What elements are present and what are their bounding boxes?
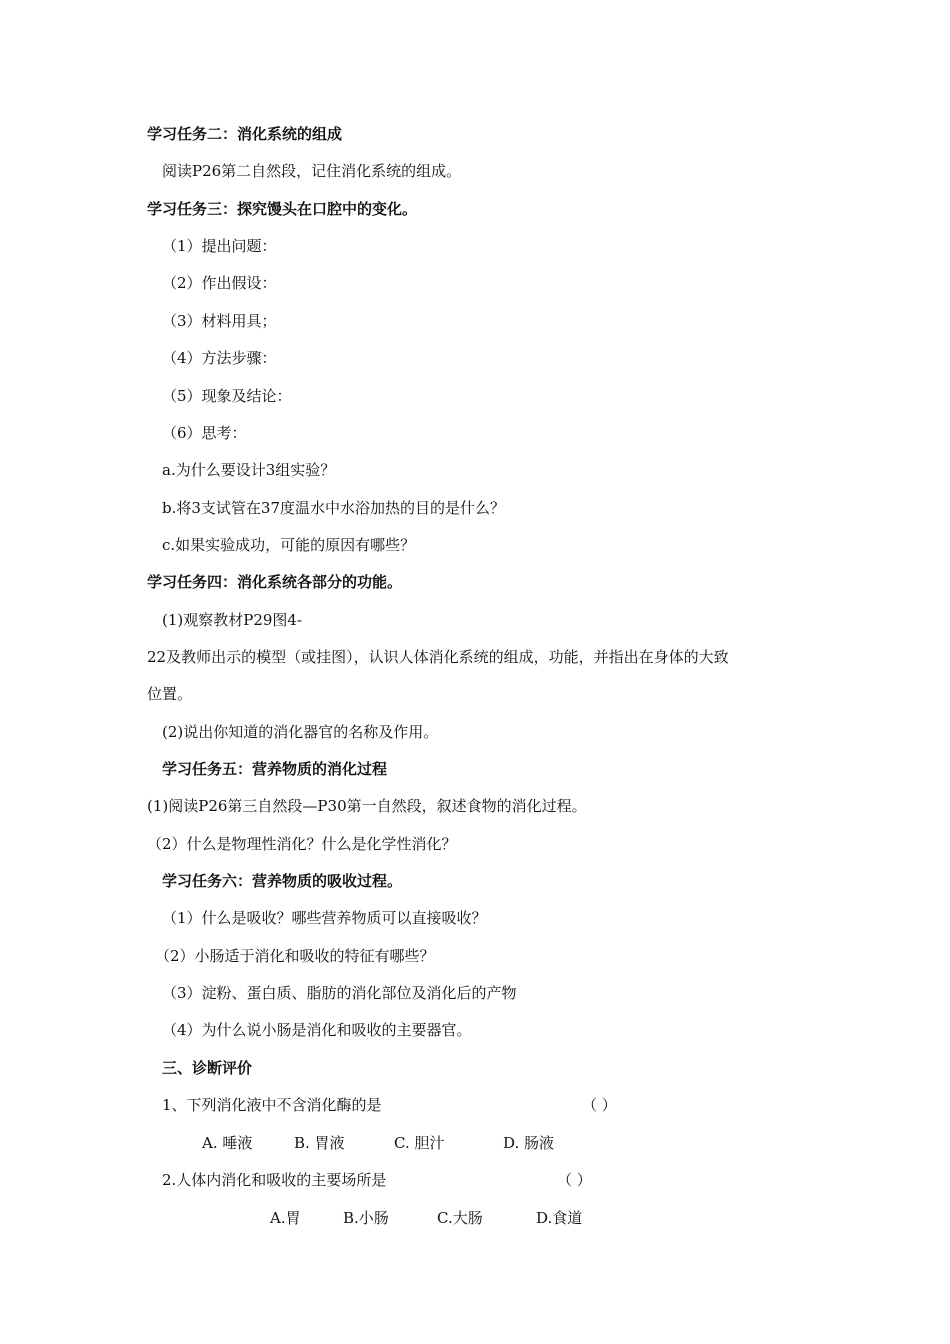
task3-step-4: （4）方法步骤： [162,349,277,367]
task4-item1-line3: 位置。 [147,685,193,703]
question-1-option-a: A. 唾液 [202,1134,253,1152]
task5-item1: (1)阅读P26第三自然段—P30第一自然段，叙述食物的消化过程。 [147,797,587,815]
task6-item-2: （2）小肠适于消化和吸收的特征有哪些？ [155,947,435,965]
task4-item1-line1: (1)观察教材P29图4- [162,611,303,629]
task2-heading: 学习任务二：消化系统的组成 [147,125,343,143]
question-1-option-c: C. 胆汁 [394,1134,445,1152]
task3-step-5: （5）现象及结论： [162,387,292,405]
task4-item2: (2)说出你知道的消化器官的名称及作用。 [162,723,439,741]
question-1-blank: （ ） [582,1096,617,1114]
question-1-option-b: B. 胃液 [294,1134,345,1152]
task3-question-c: c.如果实验成功，可能的原因有哪些？ [162,536,416,554]
question-1-option-d: D. 肠液 [503,1134,555,1152]
task6-item-1: （1）什么是吸收？哪些营养物质可以直接吸收？ [162,909,487,927]
task3-question-a: a.为什么要设计3组实验？ [162,461,336,479]
task3-step-2: （2）作出假设： [162,274,277,292]
task4-heading: 学习任务四：消化系统各部分的功能。 [147,573,403,591]
task6-item-4: （4）为什么说小肠是消化和吸收的主要器官。 [162,1021,472,1039]
task6-heading: 学习任务六：营养物质的吸收过程。 [162,872,403,890]
task3-question-b: b.将3支试管在37度温水中水浴加热的目的是什么？ [162,499,506,517]
task4-item1-line2: 22及教师出示的模型（或挂图），认识人体消化系统的组成，功能，并指出在身体的大致 [147,648,729,666]
question-1-text: 1、下列消化液中不含消化酶的是 [162,1096,382,1114]
task5-heading: 学习任务五：营养物质的消化过程 [162,760,388,778]
task3-step-1: （1）提出问题： [162,237,277,255]
task2-text: 阅读P26第二自然段，记住消化系统的组成。 [162,162,462,180]
question-2-option-a: A.胃 [270,1209,301,1227]
question-2-option-b: B.小肠 [343,1209,389,1227]
question-2-option-d: D.食道 [536,1209,583,1227]
question-2-blank: （ ） [557,1171,592,1189]
task3-step-6: （6）思考： [162,424,247,442]
task3-step-3: （3）材料用具； [162,312,277,330]
evaluation-heading: 三、诊断评价 [162,1059,253,1077]
task5-item2: （2）什么是物理性消化？什么是化学性消化？ [147,835,457,853]
task3-heading: 学习任务三：探究馒头在口腔中的变化。 [147,200,418,218]
question-2-option-c: C.大肠 [437,1209,483,1227]
question-2-text: 2.人体内消化和吸收的主要场所是 [162,1171,387,1189]
task6-item-3: （3）淀粉、蛋白质、脂肪的消化部位及消化后的产物 [162,984,517,1002]
